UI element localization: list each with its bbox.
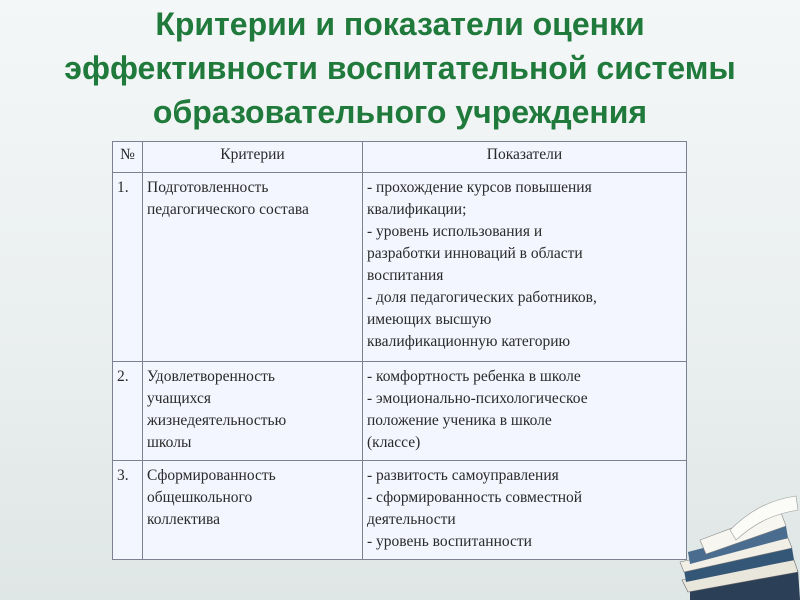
books-stack — [680, 496, 800, 600]
row-number: 2. — [113, 362, 143, 461]
table-row — [113, 173, 687, 362]
books-stack-icon — [670, 490, 800, 600]
indicator-line: квалификации; — [367, 201, 467, 218]
row-criteria — [143, 362, 363, 461]
indicator-line: (классе) — [367, 434, 421, 451]
criteria-line: жизнедеятельностью — [147, 412, 287, 429]
title-line-3: образовательного учреждения — [152, 94, 648, 130]
title-line-1: Критерии и показатели оценки — [155, 6, 645, 42]
indicator-line: - сформированность совместной — [367, 489, 583, 506]
title-line-2: эффективности воспитательной системы — [64, 50, 736, 86]
indicator-line: квалификационную категорию — [367, 333, 571, 350]
indicator-line: имеющих высшую — [367, 311, 492, 328]
header-num: № — [113, 142, 143, 173]
criteria-line: Подготовленность — [147, 179, 269, 196]
row-indicators — [363, 362, 687, 461]
indicator-line: разработки инноваций в области — [367, 245, 583, 262]
header-indicators: Показатели — [363, 142, 687, 173]
row-indicators — [363, 461, 687, 560]
slide-title — [0, 2, 800, 134]
row-criteria — [143, 461, 363, 560]
indicator-line: - прохождение курсов повышения — [367, 179, 592, 196]
criteria-line: педагогического состава — [147, 201, 309, 218]
criteria-line: общешкольного — [147, 489, 253, 506]
indicator-line: воспитания — [367, 267, 444, 284]
row-number: 3. — [113, 461, 143, 560]
indicator-line: - комфортность ребенка в школе — [367, 368, 581, 385]
row-indicators — [363, 173, 687, 362]
criteria-line: коллектива — [147, 511, 221, 528]
table-row — [113, 362, 687, 461]
criteria-line: школы — [147, 434, 192, 451]
criteria-line: Удовлетворенность — [147, 368, 275, 385]
indicator-line: - развитость самоуправления — [367, 467, 559, 484]
criteria-line: Сформированность — [147, 467, 276, 484]
indicator-line: положение ученика в школе — [367, 412, 552, 429]
indicator-line: - уровень использования и — [367, 223, 543, 240]
criteria-table — [112, 141, 687, 560]
table-header-row — [113, 142, 687, 173]
row-number: 1. — [113, 173, 143, 362]
header-criteria: Критерии — [143, 142, 363, 173]
indicator-line: - уровень воспитанности — [367, 533, 532, 550]
indicator-line: - доля педагогических работников, — [367, 289, 597, 306]
indicator-line: - эмоционально-психологическое — [367, 390, 588, 407]
row-criteria — [143, 173, 363, 362]
table-row — [113, 461, 687, 560]
criteria-line: учащихся — [147, 390, 211, 407]
indicator-line: деятельности — [367, 511, 456, 528]
